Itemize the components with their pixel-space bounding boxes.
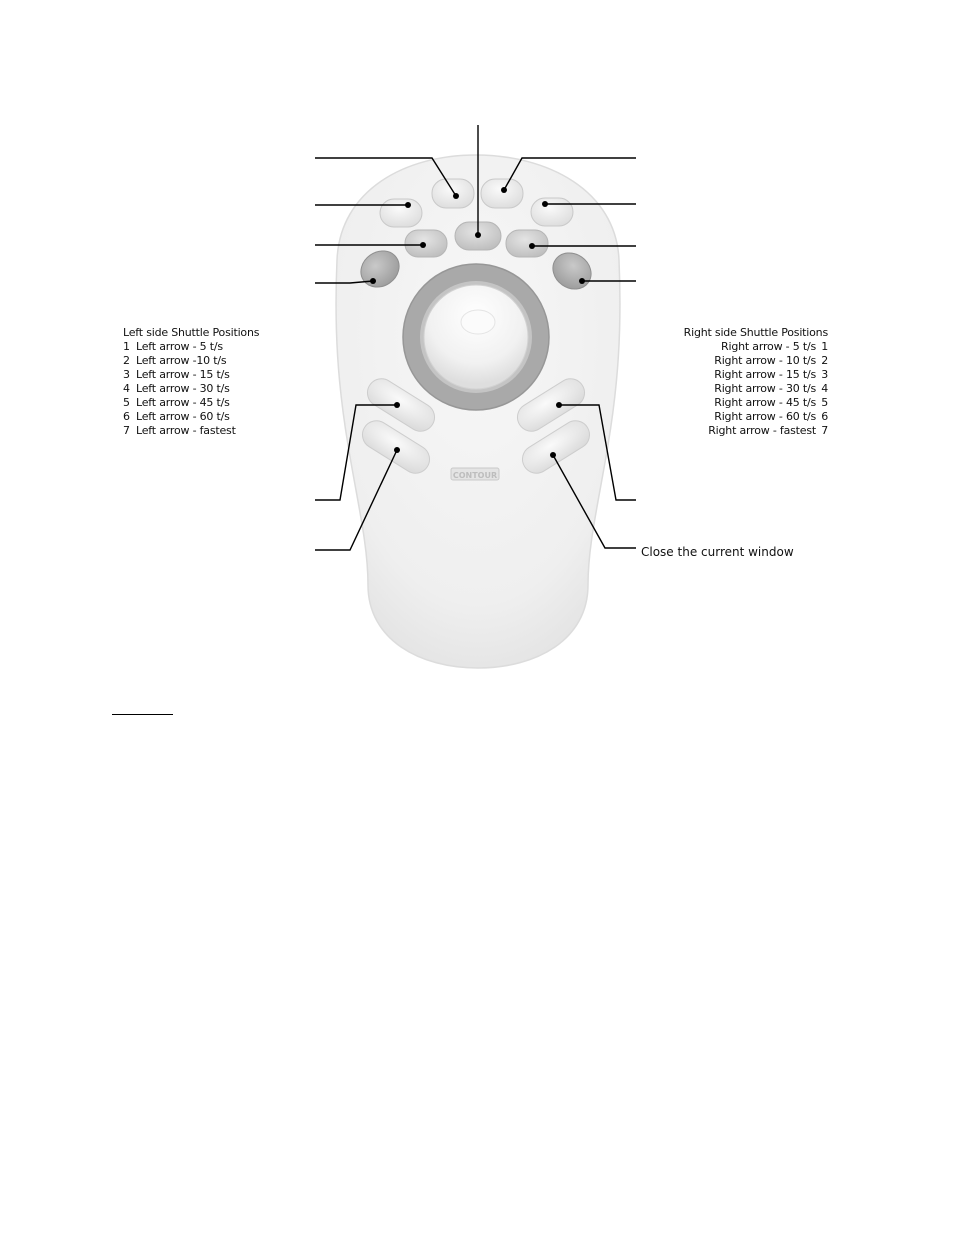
right-legend-item: Right arrow - 30 t/s 4 (714, 382, 828, 395)
close-window-callout-label: Close the current window (641, 545, 794, 559)
left-shuttle-legend (123, 326, 259, 438)
device-logo (451, 468, 499, 480)
button-mid-right[interactable] (506, 230, 548, 257)
left-legend-item: 2 Left arrow -10 t/s (123, 354, 227, 367)
right-legend-item: Right arrow - fastest 7 (708, 424, 828, 437)
right-shuttle-legend (640, 326, 828, 438)
jog-ball-highlight (461, 310, 495, 334)
right-legend-title: Right side Shuttle Positions (683, 326, 828, 339)
button-top-right-2[interactable] (481, 179, 523, 208)
right-legend-item: Right arrow - 15 t/s 3 (714, 368, 828, 381)
left-legend-title: Left side Shuttle Positions (123, 326, 260, 339)
button-mid-left[interactable] (405, 230, 447, 257)
svg-text:CONTOUR: CONTOUR (452, 471, 498, 480)
left-legend-item: 7 Left arrow - fastest (123, 424, 236, 437)
left-legend-item: 1 Left arrow - 5 t/s (123, 340, 223, 353)
left-legend-item: 6 Left arrow - 60 t/s (123, 410, 230, 423)
right-legend-item: Right arrow - 60 t/s 6 (714, 410, 828, 423)
left-legend-item: 3 Left arrow - 15 t/s (123, 368, 230, 381)
jog-ball[interactable] (424, 285, 528, 389)
left-legend-item: 5 Left arrow - 45 t/s (123, 396, 230, 409)
underline-rule (112, 714, 173, 715)
right-legend-item: Right arrow - 5 t/s 1 (721, 340, 828, 353)
right-legend-item: Right arrow - 10 t/s 2 (714, 354, 828, 367)
right-legend-item: Right arrow - 45 t/s 5 (714, 396, 828, 409)
left-legend-item: 4 Left arrow - 30 t/s (123, 382, 230, 395)
button-top-left-2[interactable] (432, 179, 474, 208)
button-top-left-1[interactable] (380, 199, 422, 227)
button-top-right-1[interactable] (531, 198, 573, 226)
